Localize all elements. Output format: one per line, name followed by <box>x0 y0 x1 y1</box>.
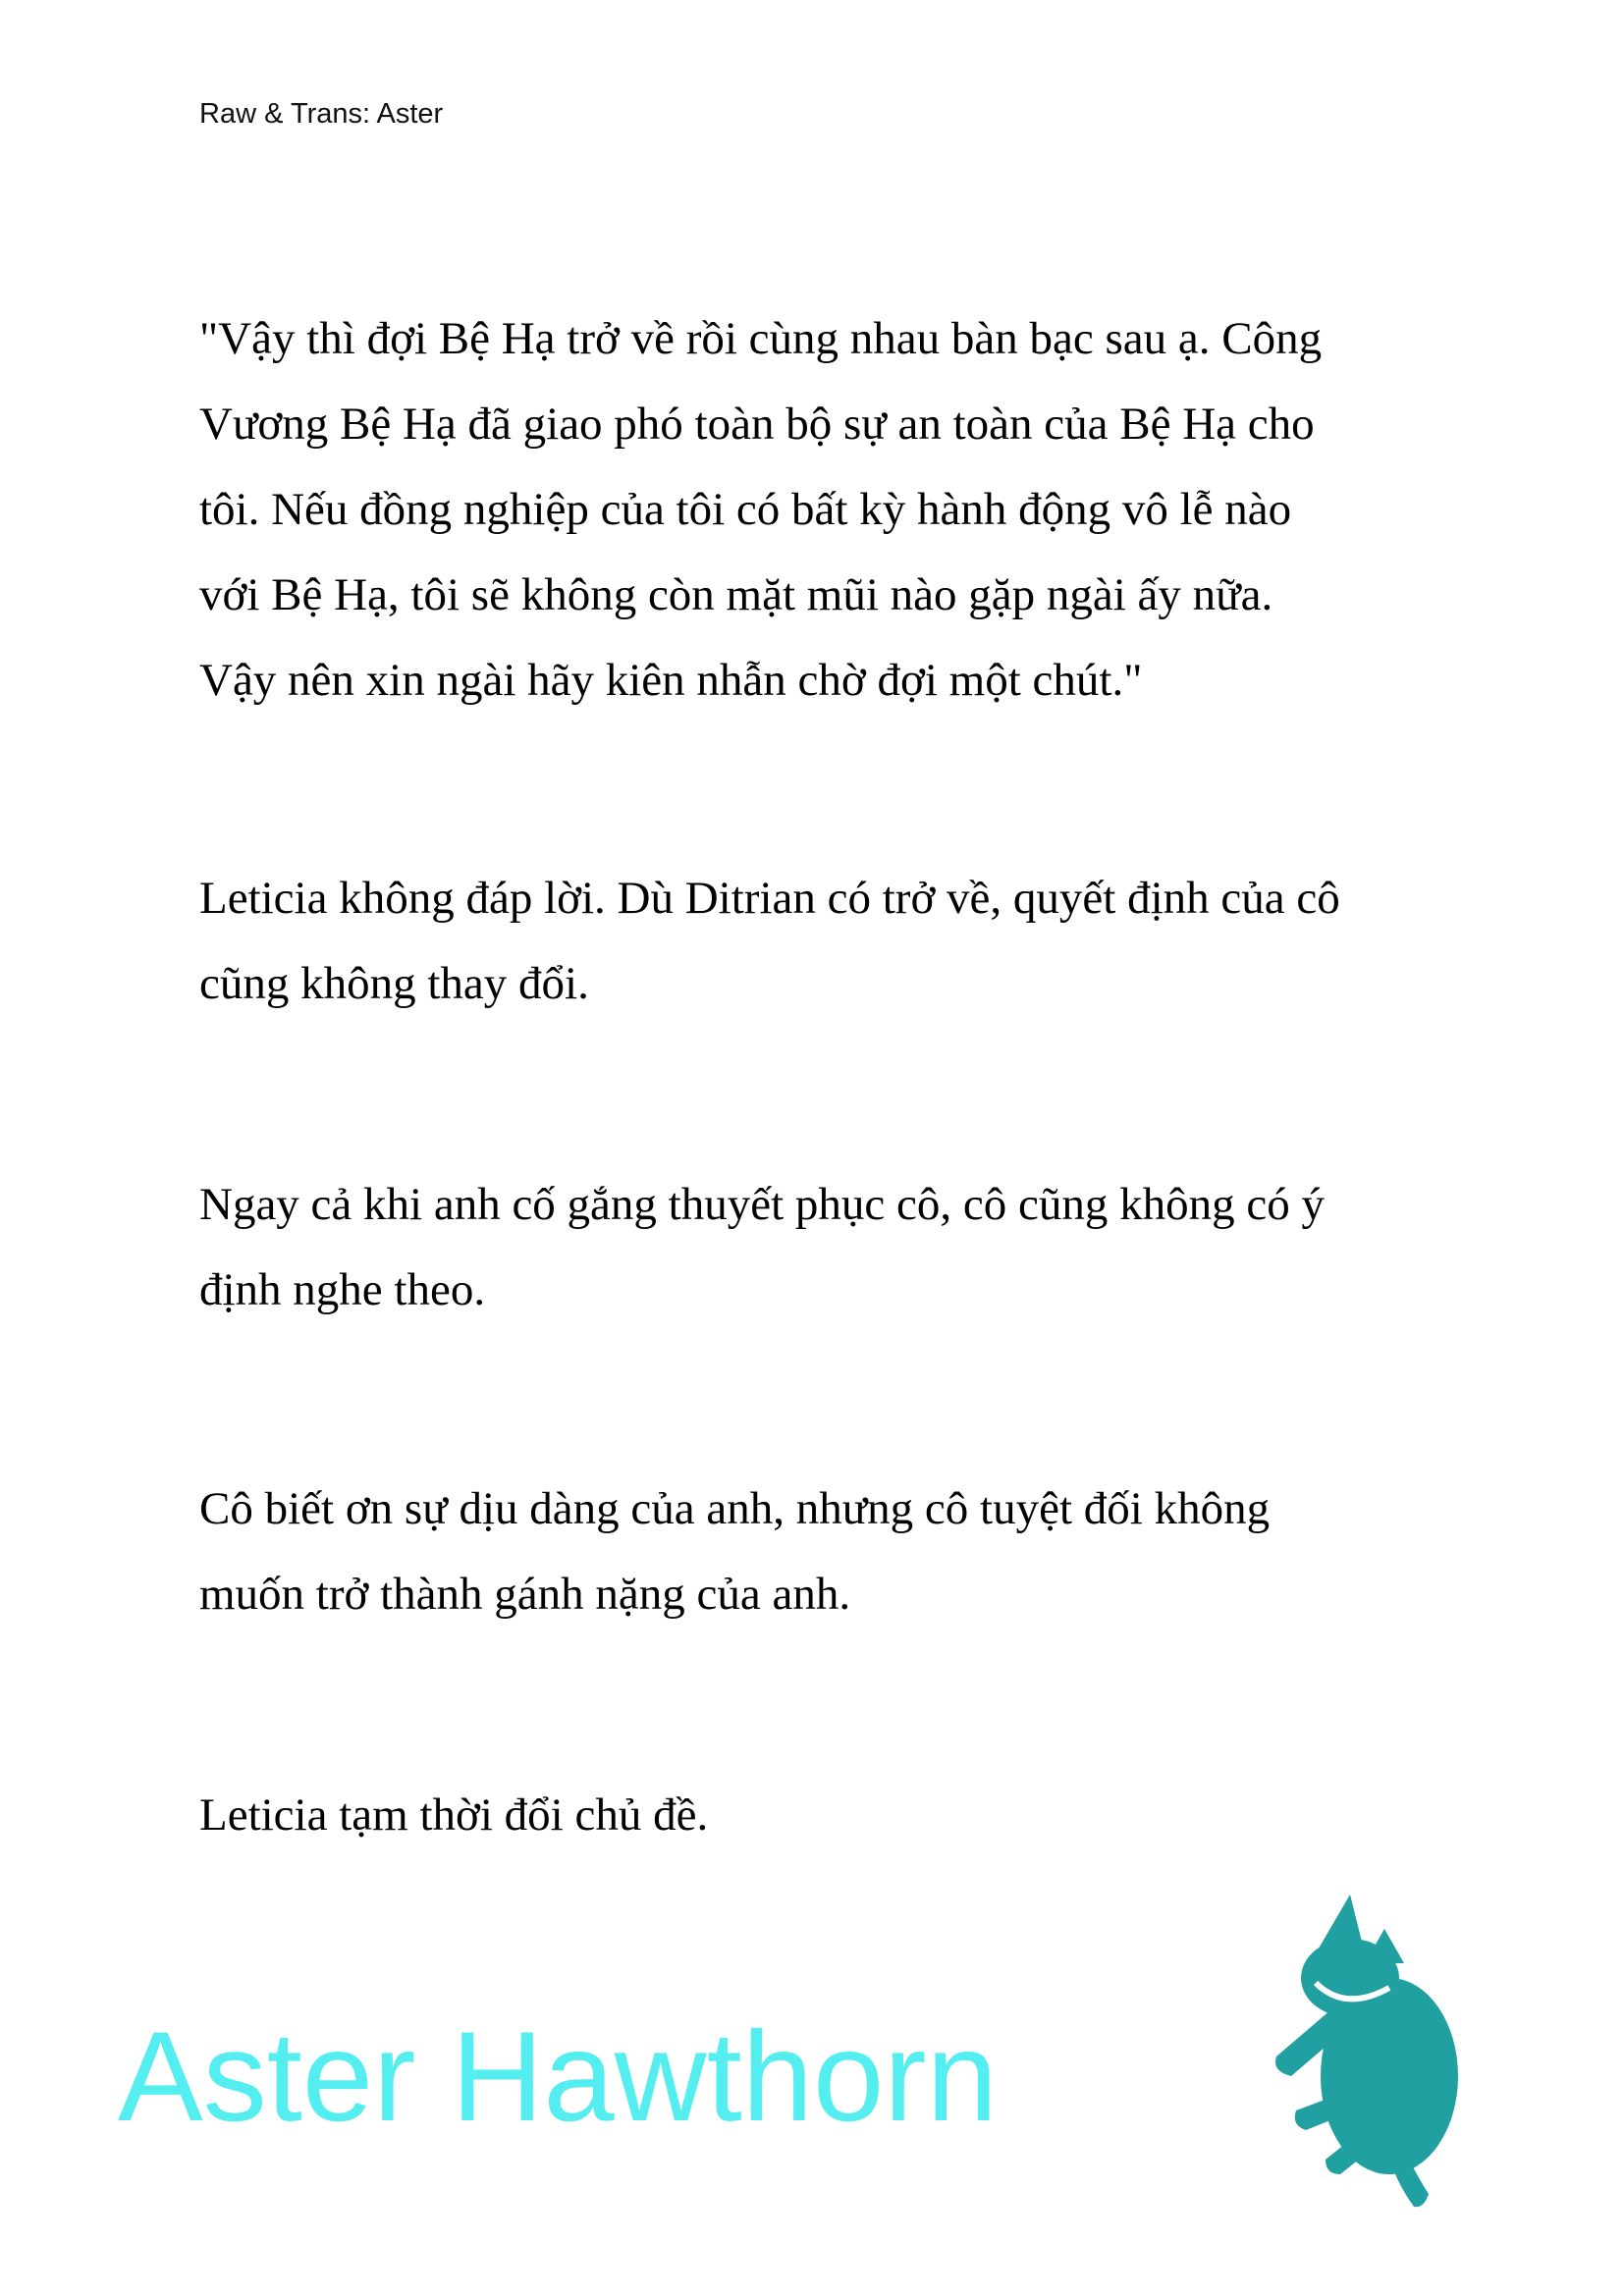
translator-credit: Raw & Trans: Aster <box>199 98 444 130</box>
text-line: "Vậy thì đợi Bệ Hạ trở về rồi cùng nhau bàn bạc sau ạ. Công <box>199 313 1323 364</box>
text-line: Leticia không đáp lời. Dù Ditrian có trở về, quyết định của cô <box>199 873 1340 924</box>
text-line: Vậy nên xin ngài hãy kiên nhẫn chờ đợi một chút." <box>199 655 1143 706</box>
paragraph-3 <box>199 1162 1325 1333</box>
cat-watermark-icon <box>1257 1895 1473 2209</box>
paragraph-2 <box>199 856 1340 1027</box>
text-line: muốn trở thành gánh nặng của anh. <box>199 1569 851 1620</box>
text-line: Leticia tạm thời đổi chủ đề. <box>199 1789 709 1841</box>
text-line: Ngay cả khi anh cố gắng thuyết phục cô, cô cũng không có ý <box>199 1179 1325 1230</box>
text-line: Cô biết ơn sự dịu dàng của anh, nhưng cô tuyệt đối không <box>199 1483 1271 1534</box>
paragraph-4 <box>199 1467 1270 1637</box>
text-line: Vương Bệ Hạ đã giao phó toàn bộ sự an toàn của Bệ Hạ cho <box>199 399 1315 450</box>
text-line: với Bệ Hạ, tôi sẽ không còn mặt mũi nào gặp ngài ấy nữa. <box>199 569 1273 620</box>
text-line: định nghe theo. <box>199 1264 486 1315</box>
text-line: cũng không thay đổi. <box>199 958 589 1009</box>
paragraph-5 <box>199 1773 708 1858</box>
text-line: tôi. Nếu đồng nghiệp của tôi có bất kỳ hành động vô lễ nào <box>199 484 1292 535</box>
watermark-text: Aster Hawthorn <box>118 2004 998 2148</box>
paragraph-1 <box>199 296 1322 723</box>
